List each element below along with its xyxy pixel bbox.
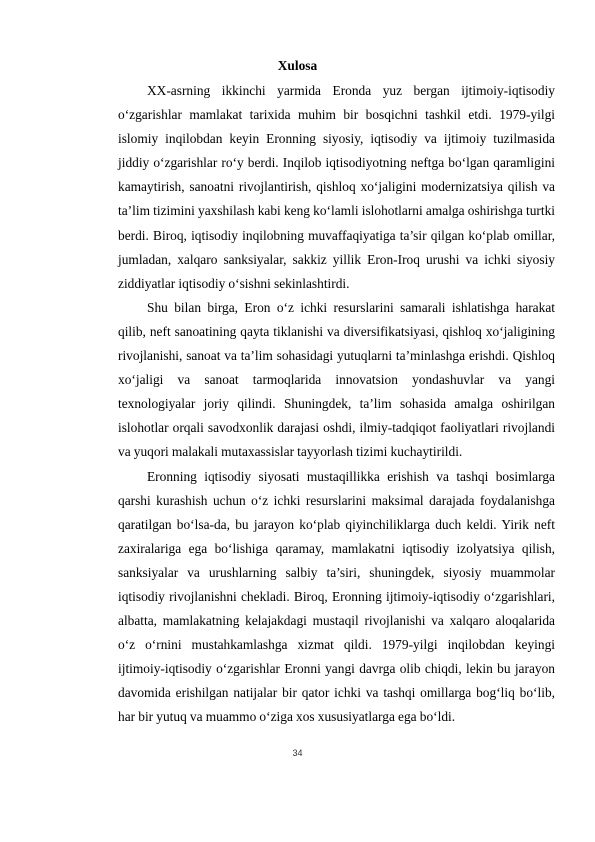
paragraph-3: Eronning iqtisodiy siyosati mustaqillikka erishish va tashqi bosimlarga qarshi kurashish uchun o‘z ichki resurslarini maksimal darajada foydalanishga qaratilgan bo‘lsa-da, bu jarayon ko‘plab qiyinchiliklarga duch keldi. Yirik neft zaxiralariga ega bo‘lishiga qaramay, mamlakatni iqtisodiy izolyatsiya qilish, sanksiyalar va urushlarning salbiy ta’siri, shuningdek, siyosiy muammolar iqtisodiy rivojlanishni chekladi. Biroq, Eronning ijtimoiy-iqtisodiy o‘zgarishlari, albatta, mamlakatning kelajakdagi mustaqil rivojlanishi va xalqaro aloqalarida o‘z o‘rnini mustahkamlashga xizmat qildi. 1979-yilgi inqilobdan keyingi ijtimoiy-iqtisodiy o‘zgarishlar Eronni yangi davrga olib chiqdi, lekin bu jarayon davomida erishilgan natijalar bir qator ichki va tashqi omillarga bog‘liq bo‘lib, har bir yutuq va muammo o‘ziga xos xususiyatlarga ega bo‘ldi. (118, 468, 555, 725)
page-number: 34 (292, 748, 303, 758)
conclusion-body (118, 79, 555, 730)
paragraph-2: Shu bilan birga, Eron o‘z ichki resurslarini samarali ishlatishga harakat qilib, neft sanoatining qayta tiklanishi va diversifikatsiyasi, qishloq xo‘jaligining rivojlanishi, sanoat va ta’lim sohasidagi yutuqlarni ta’minlashga erishdi. Qishloq xo‘jaligi va sanoat tarmoqlarida innovatsion yondashuvlar va yangi texnologiyalar joriy qilindi. Shuningdek, ta’lim sohasida amalga oshirilgan islohotlar orqali savodxonlik darajasi oshdi, ilmiy-tadqiqot faoliyatlari rivojlandi va yuqori malakali mutaxassislar tayyorlash tizimi kuchaytirildi. (118, 299, 555, 460)
page-title: Xulosa (277, 58, 318, 73)
paragraph-1: XX-asrning ikkinchi yarmida Eronda yuz bergan ijtimoiy-iqtisodiy o‘zgarishlar mamlakat tarixida muhim bir bosqichni tashkil etdi. 1979-yilgi islomiy inqilobdan keyin Eronning siyosiy, iqtisodiy va ijtimoiy tuzilmasida jiddiy o‘zgarishlar ro‘y berdi. Inqilob iqtisodiyotning neftga bo‘lgan qaramligini kamaytirish, sanoatni rivojlantirish, qishloq xo‘jaligini modernizatsiya qilish va ta’lim tizimini yaxshilash kabi keng ko‘lamli islohotlarni amalga oshirishga turtki berdi. Biroq, iqtisodiy inqilobning muvaffaqiyatiga ta’sir qilgan ko‘plab omillar, jumladan, xalqaro sanksiyalar, sakkiz yillik Eron-Iroq urushi va ichki siyosiy ziddiyatlar iqtisodiy o‘sishni sekinlashtirdi. (118, 83, 555, 291)
